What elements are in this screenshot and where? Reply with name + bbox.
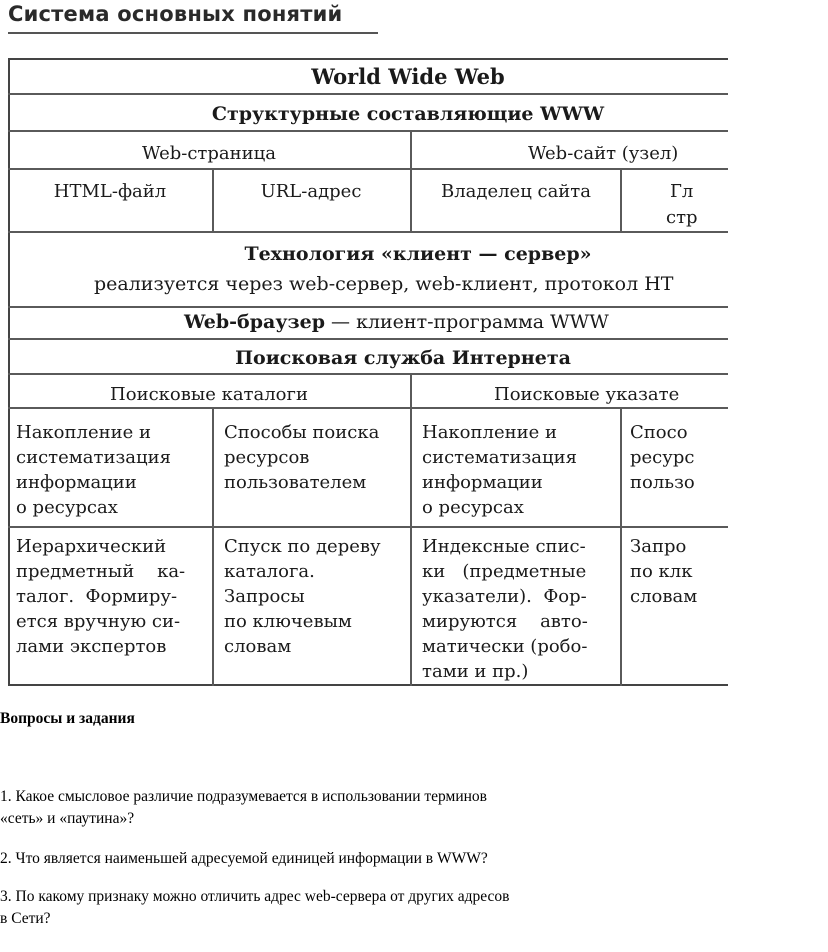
structural-header: Структурные составляющие WWW [211, 103, 605, 125]
search-service-title: Поисковая служба Интернета [235, 347, 571, 369]
rule [8, 306, 728, 308]
cell-index-lists: Индексные спис- ки (предметные указатели). Фор- мируются авто- матически (робо- тами и пр.) [422, 536, 588, 682]
divider [212, 407, 214, 686]
concept-table [8, 58, 698, 686]
questions-title: Вопросы и задания [0, 710, 135, 727]
divider [410, 373, 412, 686]
browser-term: Web-браузер [184, 311, 325, 333]
cell-tree-descent: Спуск по дереву каталога. Запросы по ключевым словам [224, 536, 381, 657]
col-webpage: Web-страница [142, 143, 276, 164]
search-indexes: Поисковые указате [494, 384, 680, 405]
table-border-top [8, 58, 728, 60]
cell-hierarchical-catalog: Иерархический предметный ка- талог. Формиру- ется вручную си- лами экспертов [16, 536, 186, 657]
client-server-text: реализуется через web-сервер, web-клиент, протокол НТ [94, 273, 674, 295]
question-2: 2. Что является наименьшей адресуемой единицей информации в WWW? [0, 850, 488, 867]
client-server-title: Технология «клиент — сервер» [244, 243, 592, 265]
rule [8, 93, 728, 95]
browser-line [184, 310, 609, 334]
cell-catalog-accumulation: Накопление и систематизация информации о ресурсах [16, 422, 171, 518]
rule [8, 130, 728, 132]
question-1: 1. Какое смысловое различие подразумевается в использовании терминов «сеть» и «паутина»? [0, 788, 488, 827]
site-owner: Владелец сайта [440, 181, 591, 202]
url-address: URL-адрес [260, 181, 362, 202]
search-catalogs: Поисковые каталоги [110, 384, 308, 405]
cell-index-accumulation: Накопление и систематизация информации о ресурсах [422, 422, 577, 518]
cell-catalog-search-methods: Способы поиска ресурсов пользователем [224, 422, 380, 493]
browser-definition: — клиент-программа WWW [324, 311, 609, 333]
cut-cell-line1: Гл [670, 181, 694, 202]
heading-underline [8, 32, 378, 34]
cell-index-search-methods: Спосо ресурс пользо [630, 422, 695, 493]
question-3: 3. По какому признаку можно отличить адрес web-сервера от других адресов в Сети? [0, 888, 510, 927]
rule [8, 373, 728, 375]
divider [620, 407, 622, 686]
col-website: Web-сайт (узел) [528, 143, 679, 164]
divider [620, 168, 622, 233]
section-heading: Система основных понятий [8, 2, 343, 26]
rule [8, 338, 728, 340]
table-title: World Wide Web [311, 64, 505, 89]
html-file: HTML-файл [53, 181, 167, 202]
cell-keyword-queries: Запро по клк словам [630, 536, 698, 607]
cut-cell-line2: стр [666, 207, 698, 228]
